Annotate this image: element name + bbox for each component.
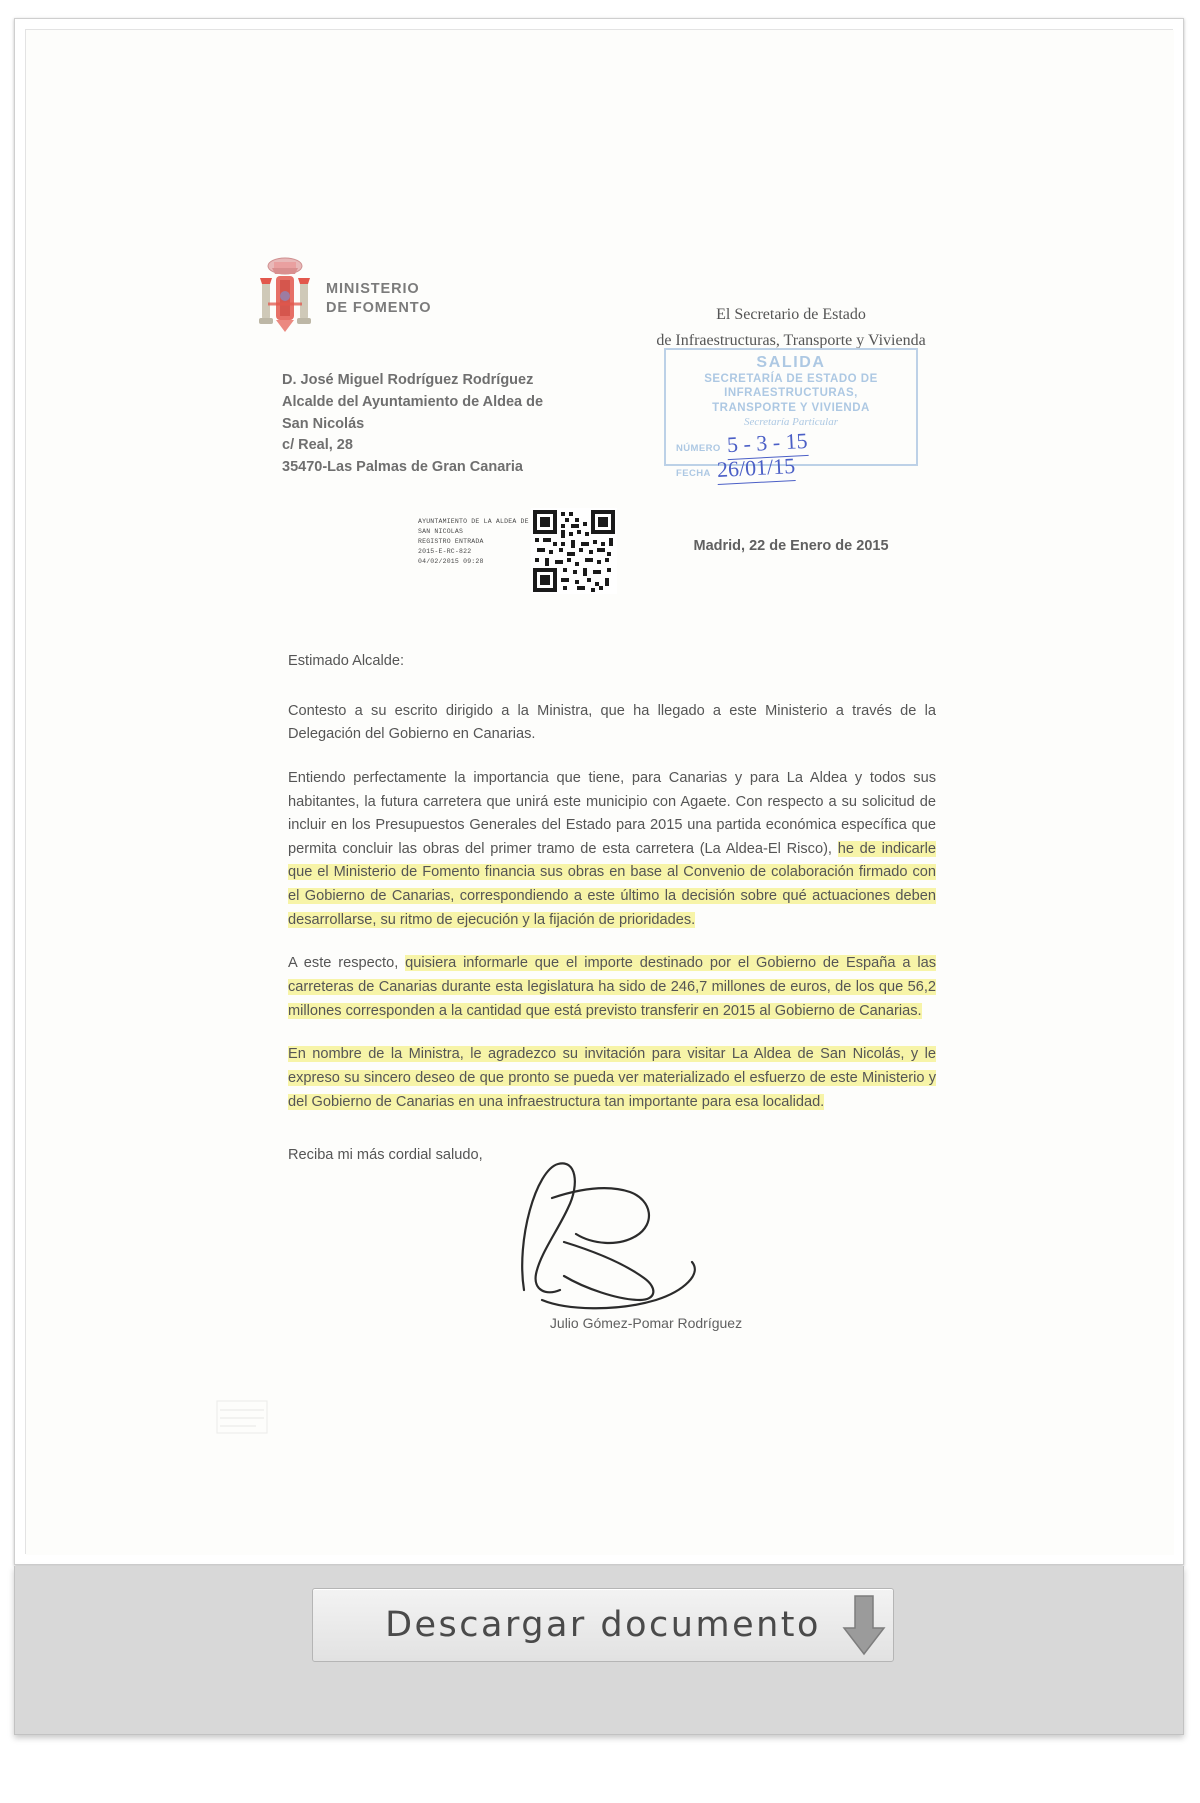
salida-line-1: SECRETARÍA DE ESTADO DE [704, 373, 878, 385]
salida-heading: SALIDA [756, 354, 826, 371]
addressee-line: San Nicolás [282, 415, 365, 432]
download-arrow-icon[interactable] [841, 1590, 887, 1664]
salida-fecha-value: 26/01/15 [716, 453, 796, 485]
highlighted-text-run: En nombre de la Ministra, le agradezco su invitación para visitar La Aldea de San Nicolás, y le expreso su sincero deseo de que pronto se pueda ver materializado el esfuerzo de este Ministerio y del Gobierno de Canarias en una infraestructura tan importante para esa localidad. [288, 1046, 936, 1110]
addressee-line: D. José Miguel Rodríguez Rodríguez [282, 372, 534, 388]
spain-coat-of-arms-icon [254, 252, 316, 344]
ministry-line-1: MINISTERIO [326, 281, 420, 297]
addressee-block [282, 370, 543, 479]
sender-title-line-1: El Secretario de Estado [716, 306, 866, 323]
text-run: Contesto a su escrito dirigido a la Ministra, que ha llegado a este Ministerio a través de la Delegación del Gobierno en Canarias. [288, 702, 936, 743]
registry-line: SAN NICOLAS [418, 528, 464, 536]
addressee-line: c/ Real, 28 [282, 437, 353, 454]
salida-line-3: TRANSPORTE Y VIVIENDA [712, 401, 870, 414]
sender-title-line-2: de Infraestructuras, Transporte y Vivienda [656, 332, 926, 350]
salida-stamp [664, 348, 918, 483]
highlighted-text-run: he de indicarle que el Ministerio de Fomento financia sus obras en base al Convenio de colaboración firmado con el Gobierno de Canarias, correspondiendo a este último la decisión sobre qué actuaciones deben desarrollarse, su ritmo de ejecución y la fijación de prioridades. [288, 840, 936, 928]
body-paragraph [288, 700, 936, 747]
body-paragraph [288, 1043, 936, 1114]
sender-title [626, 302, 956, 355]
registry-line: REGISTRO ENTRADA [418, 538, 484, 546]
letter-body [288, 650, 936, 1168]
place-and-date: Madrid, 22 de Enero de 2015 [693, 538, 889, 554]
salida-numero-row [676, 428, 916, 458]
signer-name: Julio Gómez-Pomar Rodríguez [549, 1315, 743, 1331]
salida-fecha-label: FECHA [676, 468, 711, 480]
salida-line-4: Secretaría Particular [744, 416, 838, 429]
body-paragraph [288, 767, 936, 932]
text-run: A este respecto, [288, 955, 406, 972]
document-page [14, 18, 1184, 1565]
viewer-toolbar [14, 1566, 1184, 1735]
text-run: Entiendo perfectamente la importancia que tiene, para Canarias y para La Aldea y todos sus habitantes, la futura carretera que unirá este municipio con Agaete. Con respecto a su solicitud de incluir en los Presupuestos Generales del Estado para 2015 una partida económica específica que permita concluir las obras del primer tramo de esta carretera (La Aldea-El Risco), [288, 769, 936, 857]
salida-line-2: INFRAESTRUCTURAS, [724, 387, 858, 400]
ministry-line-2: DE FOMENTO [326, 300, 432, 317]
registry-entry-stamp [418, 517, 530, 587]
salida-numero-value: 5 - 3 - 15 [726, 428, 808, 460]
registry-line: 04/02/2015 09:28 [418, 558, 484, 566]
handwritten-signature-icon [506, 1150, 766, 1320]
salida-stamp-fields [666, 428, 916, 483]
registry-line: 2015-E-RC-822 [418, 548, 472, 556]
salida-fecha-row [676, 453, 916, 483]
download-button-label: Descargar documento [385, 1605, 821, 1645]
download-document-button[interactable] [312, 1588, 894, 1662]
addressee-line: Alcalde del Ayuntamiento de Aldea de [282, 393, 544, 410]
body-paragraphs [288, 700, 936, 1115]
greeting: Estimado Alcalde: [288, 653, 405, 669]
page-inner-border [25, 29, 1173, 1554]
addressee-line: 35470-Las Palmas de Gran Canaria [282, 459, 523, 475]
body-paragraph [288, 952, 936, 1023]
highlighted-text-run: quisiera informarle que el importe destinado por el Gobierno de España a las carreteras de Canarias durante esta legislatura ha sido de 246,7 millones de euros, de los que 56,2 millones corresponden a la cantidad que está previsto transferir en 2015 al Gobierno de Canarias. [288, 955, 936, 1019]
qr-code-icon [531, 508, 617, 594]
closing-line: Reciba mi más cordial saludo, [288, 1147, 483, 1164]
salida-numero-label: NÚMERO [676, 443, 721, 455]
ministry-name [326, 280, 431, 319]
scanned-letter [26, 30, 1174, 1555]
faint-scan-artifact [216, 1400, 268, 1434]
registry-line: AYUNTAMIENTO DE LA ALDEA DE [418, 518, 529, 525]
